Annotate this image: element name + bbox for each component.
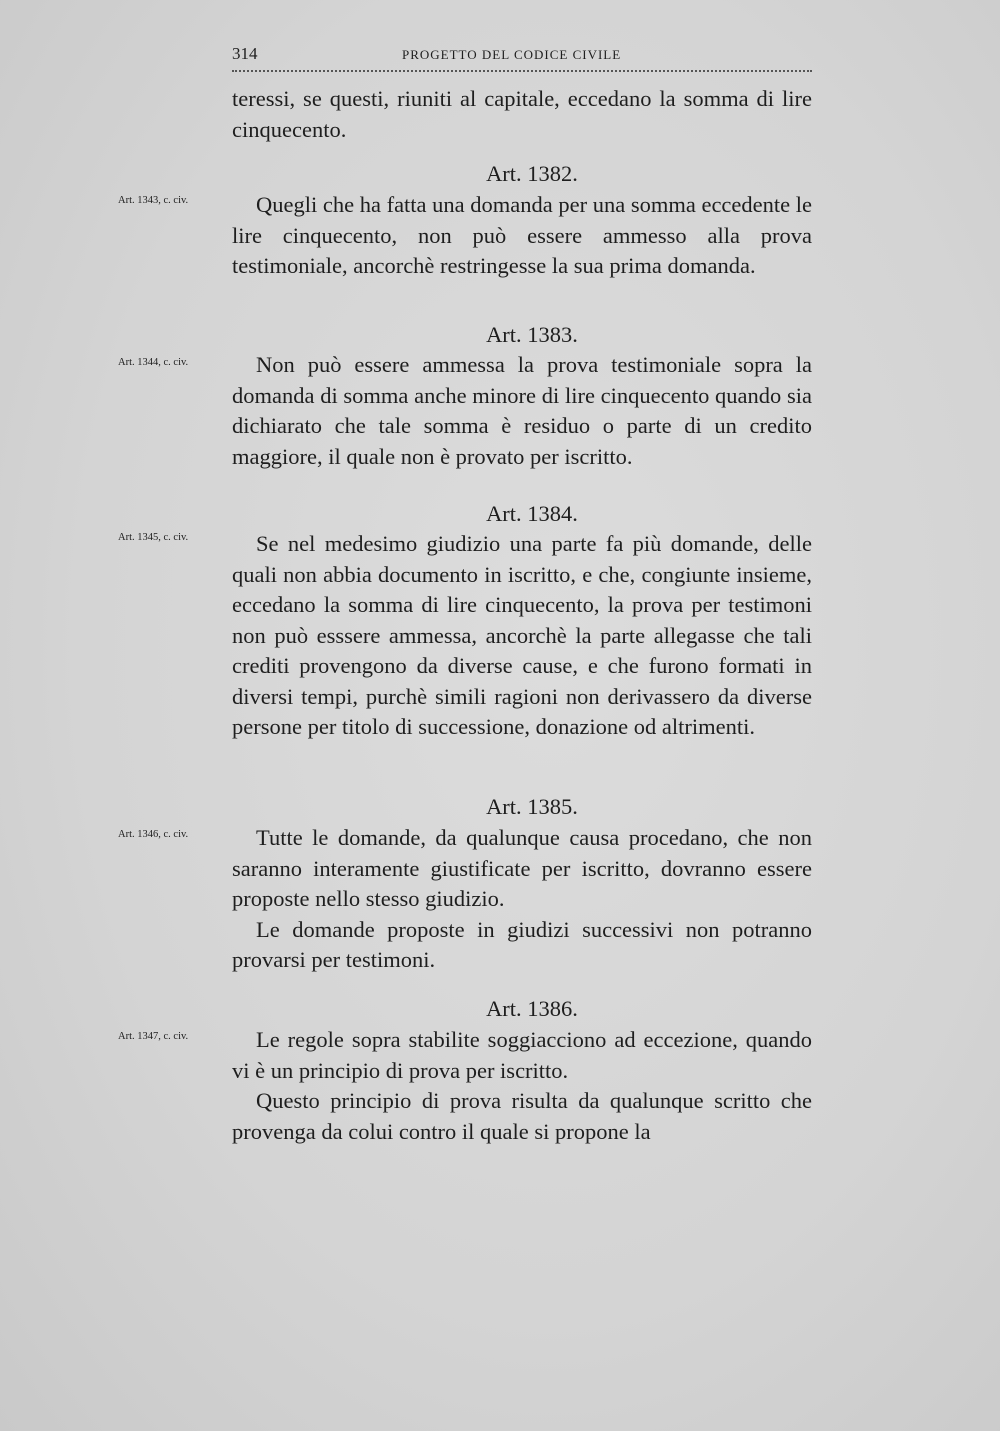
article-heading-1386: Art. 1386. [486, 996, 578, 1021]
continuation-text [232, 84, 812, 145]
page-number: 314 [232, 44, 258, 63]
margin-note-1384: Art. 1345, c. civ. [118, 532, 189, 543]
margin-note-1386: Art. 1347, c. civ. [118, 1031, 189, 1042]
article-body-1384 [232, 529, 812, 743]
article-paragraph: Le regole sopra stabilite soggiacciono ad eccezione, quando vi è un principio di prova per iscritto. [232, 1027, 812, 1083]
article-paragraph: Quegli che ha fatta una domanda per una somma eccedente le lire cinquecento, non può essere ammesso alla prova testimoniale, ancorchè restringesse la sua prima domanda. [232, 192, 812, 278]
margin-note-1382: Art. 1343, c. civ. [118, 195, 189, 206]
article-paragraph: Le domande proposte in giudizi successivi non potranno provarsi per testimoni. [232, 916, 812, 972]
page-header [232, 44, 812, 72]
article-heading-1385: Art. 1385. [486, 794, 578, 819]
article-body-1383 [232, 350, 812, 472]
article-heading-1383: Art. 1383. [486, 322, 578, 347]
article-body-1386 [232, 1025, 812, 1147]
article-heading-1382: Art. 1382. [486, 161, 578, 186]
article-paragraph: Se nel medesimo giudizio una parte fa più domande, delle quali non abbia documento in iscritto, e che, congiunte insieme, eccedano la somma di lire cinquecento, la prova per testimoni non può esssere ammessa, ancorchè la parte allegasse che tali crediti provengono da diverse cause, e che furono formati in diversi tempi, purchè simili ragioni non derivassero da diverse persone per titolo di successione, donazione od altrimenti. [232, 531, 812, 739]
running-title: PROGETTO DEL CODICE CIVILE [402, 47, 622, 62]
article-paragraph: Non può essere ammessa la prova testimoniale sopra la domanda di somma anche minore di lire cinquecento quando sia dichiarato che tale somma è residuo o parte di un credito maggiore, il quale non è provato per iscritto. [232, 352, 812, 469]
margin-note-1385: Art. 1346, c. civ. [118, 829, 189, 840]
article-body-1385 [232, 823, 812, 976]
article-body-1382 [232, 190, 812, 282]
continuation-paragraph: teressi, se questi, riuniti al capitale, eccedano la somma di lire cinquecento. [232, 86, 812, 142]
article-paragraph: Tutte le domande, da qualunque causa procedano, che non saranno interamente giustificate per iscritto, dovranno essere proposte nello stesso giudizio. [232, 825, 812, 911]
margin-note-1383: Art. 1344, c. civ. [118, 357, 189, 368]
article-heading-1384: Art. 1384. [486, 501, 578, 526]
article-paragraph: Questo principio di prova risulta da qualunque scritto che provenga da colui contro il quale si propone la [232, 1088, 812, 1144]
